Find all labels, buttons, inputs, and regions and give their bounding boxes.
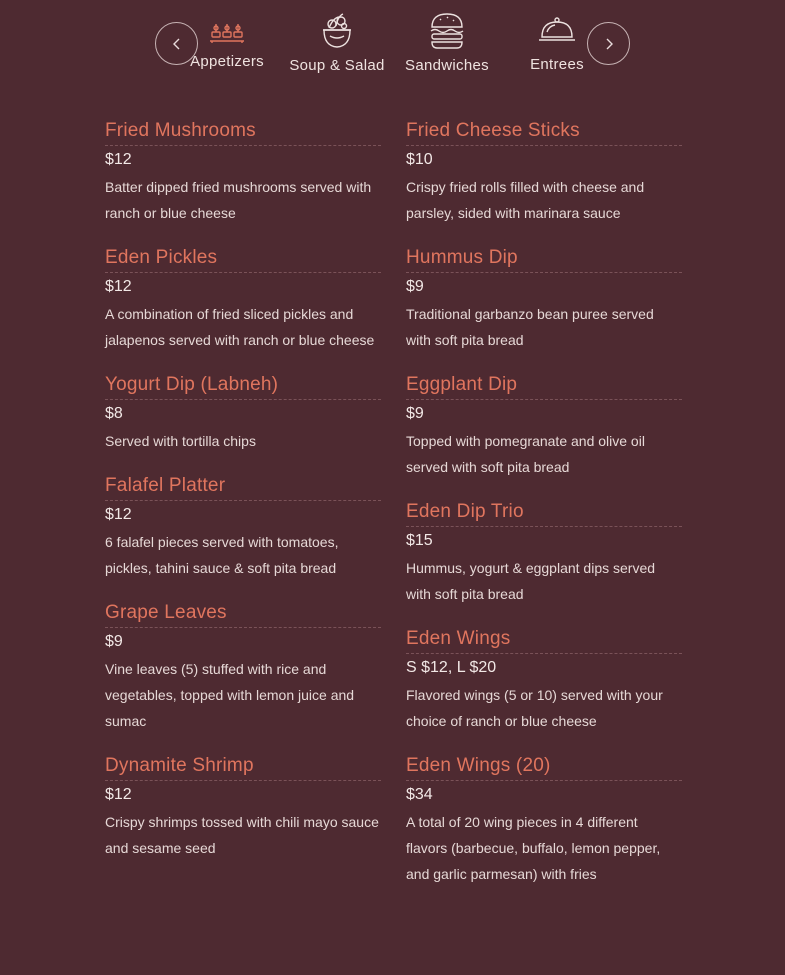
item-price: $9 [406, 405, 424, 422]
item-name: Fried Cheese Sticks [406, 118, 682, 146]
burger-icon [429, 12, 465, 50]
item-price: $9 [406, 278, 424, 295]
category-appetizers[interactable] [172, 18, 282, 70]
menu-item [105, 753, 381, 861]
salad-bowl-icon [321, 12, 353, 50]
menu-item [105, 118, 381, 226]
menu-item [406, 753, 682, 887]
menu-item [105, 372, 381, 454]
item-description: Vine leaves (5) stuffed with rice and vegetables, topped with lemon juice and sumac [105, 661, 355, 729]
item-name: Falafel Platter [105, 473, 381, 501]
menu-item [406, 245, 682, 353]
category-label: Soup & Salad [289, 57, 385, 74]
item-description: Batter dipped fried mushrooms served with ranch or blue cheese [105, 179, 372, 221]
appetizers-icon [209, 18, 245, 44]
menu-column-right [406, 118, 682, 906]
cloche-icon [538, 16, 576, 44]
item-description: A combination of fried sliced pickles and jalapenos served with ranch or blue cheese [105, 306, 375, 348]
item-name: Eden Wings (20) [406, 753, 682, 781]
item-price: $12 [105, 278, 132, 295]
item-price: $34 [406, 786, 433, 803]
menu-item [406, 499, 682, 607]
category-label: Sandwiches [405, 57, 489, 74]
category-label: Appetizers [190, 53, 264, 70]
menu-item [406, 372, 682, 480]
item-price: $8 [105, 405, 123, 422]
item-name: Yogurt Dip (Labneh) [105, 372, 381, 400]
item-name: Eggplant Dip [406, 372, 682, 400]
item-description: Crispy fried rolls filled with cheese and parsley, sided with marinara sauce [406, 179, 645, 221]
menu-list [105, 118, 682, 906]
item-name: Eden Pickles [105, 245, 381, 273]
item-description: Flavored wings (5 or 10) served with your choice of ranch or blue cheese [406, 687, 663, 729]
item-name: Eden Wings [406, 626, 682, 654]
item-price: $12 [105, 506, 132, 523]
item-name: Dynamite Shrimp [105, 753, 381, 781]
category-sandwiches[interactable] [392, 12, 502, 74]
item-price: S $12, L $20 [406, 659, 497, 676]
item-description: Traditional garbanzo bean puree served with soft pita bread [406, 306, 654, 348]
item-description: Served with tortilla chips [105, 433, 256, 449]
item-price: $12 [105, 151, 132, 168]
item-description: Topped with pomegranate and olive oil served with soft pita bread [406, 433, 645, 475]
menu-column-left [105, 118, 381, 906]
item-name: Hummus Dip [406, 245, 682, 273]
category-label: Entrees [530, 56, 584, 73]
item-name: Eden Dip Trio [406, 499, 682, 527]
menu-item [105, 600, 381, 734]
menu-item [105, 473, 381, 581]
chevron-right-icon [602, 37, 616, 51]
category-nav [0, 0, 785, 100]
item-description: Hummus, yogurt & eggplant dips served with soft pita bread [406, 560, 656, 602]
next-button[interactable] [587, 22, 630, 65]
item-description: 6 falafel pieces served with tomatoes, pickles, tahini sauce & soft pita bread [105, 534, 339, 576]
menu-item [406, 626, 682, 734]
item-name: Fried Mushrooms [105, 118, 381, 146]
item-price: $10 [406, 151, 433, 168]
item-description: Crispy shrimps tossed with chili mayo sauce and sesame seed [105, 814, 379, 856]
menu-item [105, 245, 381, 353]
item-description: A total of 20 wing pieces in 4 different flavors (barbecue, buffalo, lemon pepper, and garlic parmesan) with fries [406, 814, 661, 882]
item-name: Grape Leaves [105, 600, 381, 628]
item-price: $9 [105, 633, 123, 650]
category-soup-salad[interactable] [282, 12, 392, 74]
menu-item [406, 118, 682, 226]
item-price: $15 [406, 532, 433, 549]
item-price: $12 [105, 786, 132, 803]
